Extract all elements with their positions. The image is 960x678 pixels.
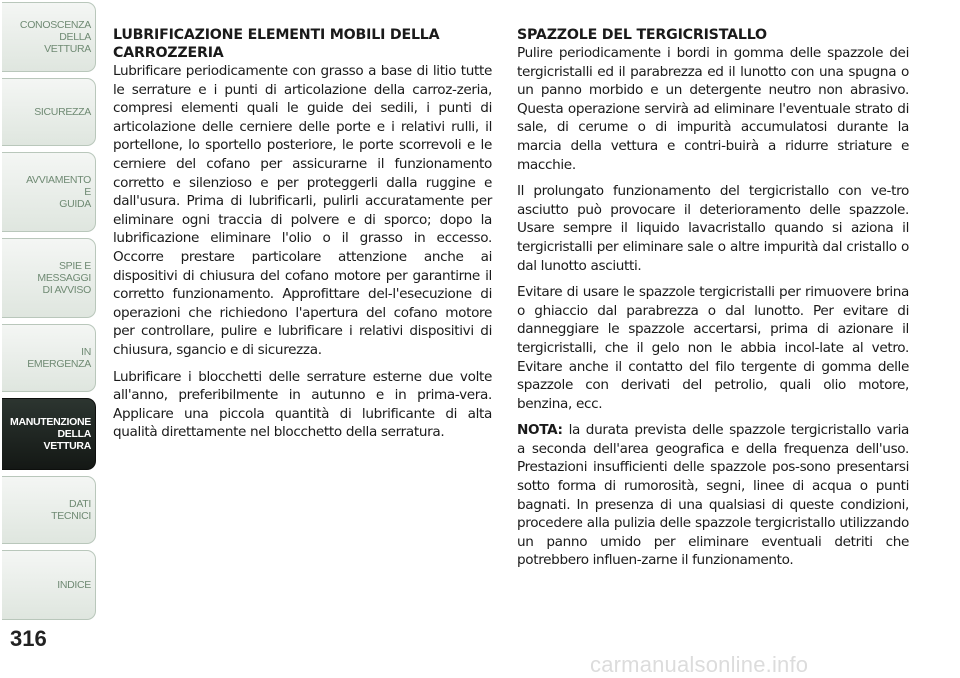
note-paragraph xyxy=(517,421,909,570)
paragraph: Evitare di usare le spazzole tergicristalli per rimuovere brina o ghiaccio dal parabrezza o dal lunotto. Per evitare di danneggiare le spazzole accertarsi, prima di azionare il tergicristalli, che il gelo non le abbia incol-late al vetro. Evitare anche il contatto del filo tergente di gomma delle spazzole con derivati del petrolio, quali olio motore, benzina, ecc. xyxy=(517,284,909,412)
tab-label-line: IN xyxy=(81,346,91,358)
tab-label-line: GUIDA xyxy=(59,198,91,210)
tab-label-line: TECNICI xyxy=(51,510,91,522)
section-heading-spazzole: SPAZZOLE DEL TERGICRISTALLO xyxy=(517,27,767,43)
tab-indice[interactable] xyxy=(2,550,96,620)
tab-label-line: SPIE E xyxy=(58,260,91,272)
tab-label-line: MANUTENZIONE xyxy=(10,416,91,428)
tab-sicurezza[interactable] xyxy=(2,78,96,146)
tab-label-line: VETTURA xyxy=(44,43,91,55)
tab-label-line: MESSAGGI xyxy=(37,272,91,284)
tab-conoscenza-della-vettura[interactable] xyxy=(2,2,96,72)
tab-label-line: VETTURA xyxy=(43,440,91,452)
note-text: la durata prevista delle spazzole tergicristallo varia a seconda dell'area geografica e della frequenza dell'uso. Prestazioni insufficienti delle spazzole pos-sono presentarsi sotto forma di rumorosità, segni, linee di acqua o punti bagnati. In presenza di una qualsiasi di queste condizioni, procedere alla pulizia delle spazzole tergicristallo utilizzando un panno umido per eliminare eventuali detriti che potrebbero influen-zarne il funzionamento. xyxy=(517,422,909,569)
tab-label-line: DELLA xyxy=(59,31,91,43)
tab-label-line: AVVIAMENTO xyxy=(26,174,91,186)
tab-label-line: DELLA xyxy=(57,428,91,440)
tab-spie-e-messaggi-di-avviso[interactable] xyxy=(2,238,96,318)
tab-label-line: EMERGENZA xyxy=(27,358,91,370)
right-column xyxy=(517,26,909,578)
section-heading-lubrificazione: LUBRIFICAZIONE ELEMENTI MOBILI DELLA CARROZZERIA xyxy=(113,27,440,61)
tab-label-line: SICUREZZA xyxy=(34,106,91,118)
paragraph: Il prolungato funzionamento del tergicristallo con ve-tro asciutto può provocare il deterioramento delle spazzole. Usare sempre il liquido lavacristallo quando si aziona il tergicristalli per eliminare sale o altre impurità dal cristallo o dal lunotto asciutti. xyxy=(517,183,909,274)
tab-avviamento-e-guida[interactable] xyxy=(2,152,96,232)
tab-label-line: DATI xyxy=(69,498,91,510)
tab-label-line: CONOSCENZA xyxy=(19,19,91,31)
left-column xyxy=(113,26,492,450)
watermark: carmanualsonline.info xyxy=(590,652,809,677)
page-number: 316 xyxy=(10,626,47,651)
note-label: NOTA: xyxy=(517,422,563,439)
tab-label-line: DI AVVISO xyxy=(42,284,91,296)
tab-label-line: E xyxy=(84,186,91,198)
paragraph: Lubrificare i blocchetti delle serrature esterne due volte all'anno, preferibilmente in autunno e in prima-vera. Applicare una piccola quantità di lubrificante di alta qualità direttamente nel blocchetto della serratura. xyxy=(113,368,492,441)
tab-manutenzione-della-vettura[interactable] xyxy=(2,398,96,470)
paragraph: Pulire periodicamente i bordi in gomma delle spazzole dei tergicristalli ed il parabrezza ed il lunotto con una spugna o un panno morbido e un detergente neutro non abrasivo. Questa operazione servirà ad eliminare l'eventuale strato di sale, di cerume o di impurità accumulatosi durante la marcia della vettura e contri-buirà a ridurre striature e macchie. xyxy=(517,45,909,173)
paragraph: Lubrificare periodicamente con grasso a base di litio tutte le serrature e i punti di articolazione della carroz-zeria, compresi elementi quali le guide dei sedili, i punti di articolazione delle cerniere delle porte e i relativi rulli, il portellone, lo sportello posteriore, le porte scorrevoli e le cerniere del cofano per assicurarne il funzionamento corretto e silenzioso e per proteggerli dalla ruggine e dall'usura. Prima di lubrificarli, pulirli accuratamente per eliminare ogni traccia di polvere e di sporco; dopo la lubrificazione eliminare l'olio o il grasso in eccesso. Occorre prestare particolare attenzione anche ai dispositivi di chiusura del cofano motore per garantirne il corretto funzionamento. Approfittare del-l'esecuzione di operazioni che richiedono l'apertura del cofano motore per controllare, pulire e lubrificare i relativi dispositivi di chiusura, sgancio e di sicurezza. xyxy=(113,63,492,358)
tab-label-line: INDICE xyxy=(57,579,91,591)
tab-in-emergenza[interactable] xyxy=(2,324,96,392)
tab-dati-tecnici[interactable] xyxy=(2,476,96,544)
